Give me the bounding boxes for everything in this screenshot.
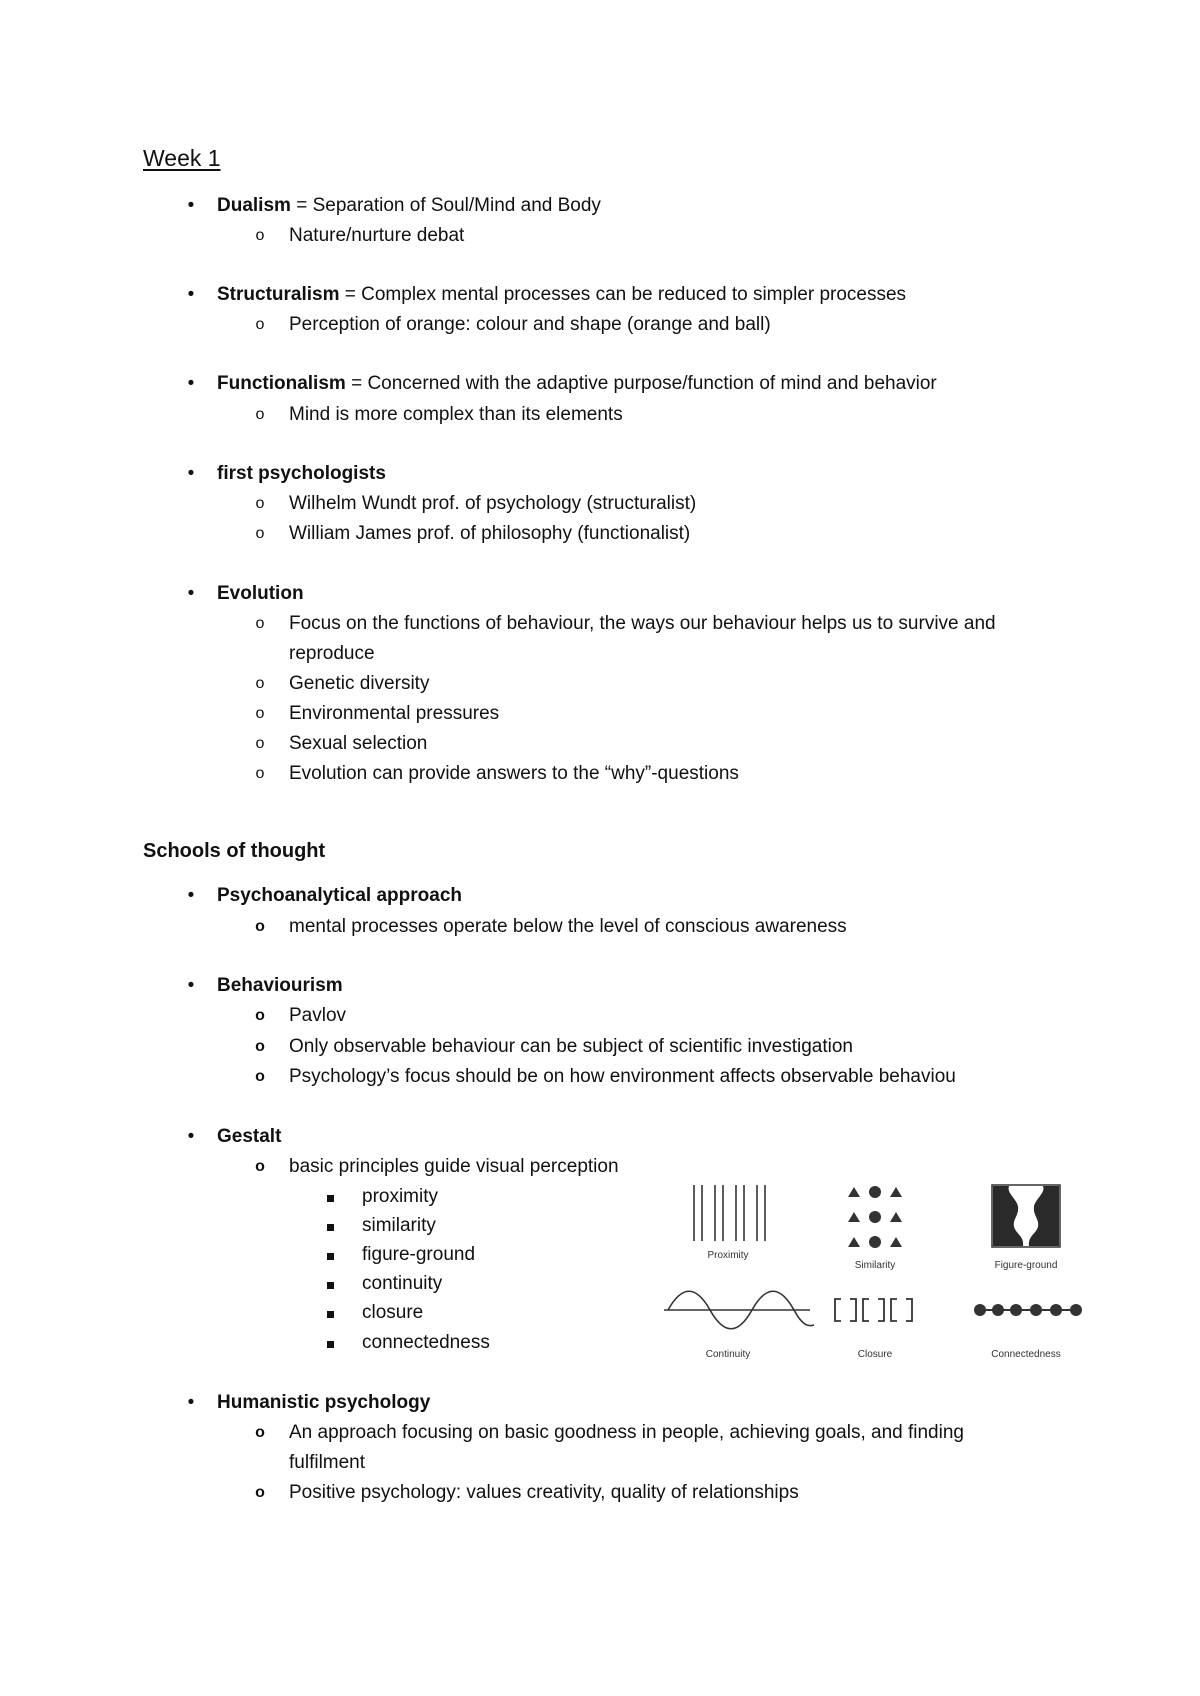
- term: Dualism: [217, 195, 291, 216]
- term: Behaviourism: [217, 975, 343, 996]
- principle-item: similarity: [362, 1215, 436, 1236]
- figure-label: Similarity: [854, 1260, 896, 1271]
- closure-icon: [835, 1299, 912, 1321]
- figure-label: Connectedness: [991, 1349, 1061, 1360]
- list-item: [217, 373, 937, 395]
- bullet-icon: •: [187, 195, 195, 216]
- circle-bullet-icon: o: [255, 1038, 265, 1055]
- figure-label: Figure-ground: [994, 1260, 1058, 1271]
- sub-item: Only observable behaviour can be subject of scientific investigation: [289, 1036, 853, 1057]
- square-bullet-icon: [327, 1302, 337, 1324]
- list-item: [217, 885, 462, 907]
- square-bullet-icon: [327, 1186, 337, 1208]
- circle-bullet-icon: o: [255, 495, 265, 512]
- sub-item-continuation: reproduce: [289, 643, 375, 664]
- circle-bullet-icon: o: [255, 705, 265, 722]
- list-item: [217, 583, 304, 605]
- sub-item: Focus on the functions of behaviour, the ways our behaviour helps us to survive and: [289, 613, 996, 634]
- square-bullet-icon: [327, 1332, 337, 1354]
- circle-bullet-icon: o: [255, 227, 265, 244]
- square-bullet-icon: [327, 1244, 337, 1266]
- circle-bullet-icon: o: [255, 1007, 265, 1024]
- sub-item: Positive psychology: values creativity, quality of relationships: [289, 1482, 799, 1503]
- definition: = Complex mental processes can be reduced to simpler processes: [339, 284, 907, 305]
- sub-item: Mind is more complex than its elements: [289, 404, 623, 425]
- sub-item: Environmental pressures: [289, 703, 500, 724]
- gestalt-principles-figure: [660, 1175, 1090, 1365]
- connectedness-icon: [974, 1304, 1082, 1316]
- week-heading: Week 1: [143, 145, 221, 171]
- continuity-icon: [664, 1291, 814, 1329]
- sub-item: Psychology’s focus should be on how environment affects observable behaviou: [289, 1066, 956, 1087]
- term: first psychologists: [217, 463, 386, 484]
- circle-bullet-icon: o: [255, 675, 265, 692]
- bullet-icon: •: [187, 284, 195, 305]
- circle-bullet-icon: o: [255, 406, 265, 423]
- list-item: [217, 1392, 430, 1414]
- definition: = Concerned with the adaptive purpose/function of mind and behavior: [345, 373, 937, 394]
- sub-item: Evolution can provide answers to the “why”-questions: [289, 763, 739, 784]
- term: Structuralism: [217, 284, 340, 305]
- principle-item: figure-ground: [362, 1244, 476, 1265]
- definition: = Separation of Soul/Mind and Body: [290, 195, 601, 216]
- square-bullet-icon: [327, 1215, 337, 1237]
- sub-item: Sexual selection: [289, 733, 428, 754]
- circle-bullet-icon: o: [255, 918, 265, 935]
- list-item: [217, 975, 343, 997]
- list-item: [217, 463, 386, 485]
- bullet-icon: •: [187, 373, 195, 394]
- circle-bullet-icon: o: [255, 1484, 265, 1501]
- sub-item: mental processes operate below the level of conscious awareness: [289, 916, 847, 937]
- list-item: [217, 284, 906, 306]
- principle-item: proximity: [362, 1186, 439, 1207]
- circle-bullet-icon: o: [255, 1424, 265, 1441]
- bullet-icon: •: [187, 975, 195, 996]
- list-item: [217, 195, 601, 217]
- bullet-icon: •: [187, 463, 195, 484]
- principle-item: closure: [362, 1302, 424, 1323]
- circle-bullet-icon: o: [255, 1158, 265, 1175]
- sub-item: Perception of orange: colour and shape (orange and ball): [289, 314, 771, 335]
- bullet-icon: •: [187, 583, 195, 604]
- sub-item-continuation: fulfilment: [289, 1452, 366, 1473]
- term: Psychoanalytical approach: [217, 885, 462, 906]
- figure-label: Closure: [857, 1349, 893, 1360]
- principle-item: continuity: [362, 1273, 443, 1294]
- term: Functionalism: [217, 373, 346, 394]
- bullet-icon: •: [187, 1126, 195, 1147]
- figure-ground-icon: [992, 1185, 1060, 1247]
- square-bullet-icon: [327, 1273, 337, 1295]
- bullet-icon: •: [187, 1392, 195, 1413]
- circle-bullet-icon: o: [255, 525, 265, 542]
- list-item: [217, 1126, 281, 1148]
- term: Evolution: [217, 583, 304, 604]
- circle-bullet-icon: o: [255, 735, 265, 752]
- figure-label: Proximity: [707, 1250, 749, 1261]
- similarity-icon: [848, 1186, 902, 1248]
- sub-item: William James prof. of philosophy (functionalist): [289, 523, 691, 544]
- sub-item: Pavlov: [289, 1005, 347, 1026]
- sub-item: basic principles guide visual perception: [289, 1156, 619, 1177]
- figure-label: Continuity: [705, 1349, 751, 1360]
- principle-item: connectedness: [362, 1332, 490, 1353]
- circle-bullet-icon: o: [255, 615, 265, 632]
- sub-item: Nature/nurture debat: [289, 225, 465, 246]
- circle-bullet-icon: o: [255, 765, 265, 782]
- sub-item: Genetic diversity: [289, 673, 430, 694]
- circle-bullet-icon: o: [255, 1068, 265, 1085]
- term: Gestalt: [217, 1126, 282, 1147]
- term: Humanistic psychology: [217, 1392, 431, 1413]
- circle-bullet-icon: o: [255, 316, 265, 333]
- bullet-icon: •: [187, 885, 195, 906]
- schools-heading: Schools of thought: [143, 840, 326, 862]
- sub-item: Wilhelm Wundt prof. of psychology (structuralist): [289, 493, 697, 514]
- proximity-icon: [694, 1185, 765, 1241]
- sub-item: An approach focusing on basic goodness in people, achieving goals, and finding: [289, 1422, 964, 1443]
